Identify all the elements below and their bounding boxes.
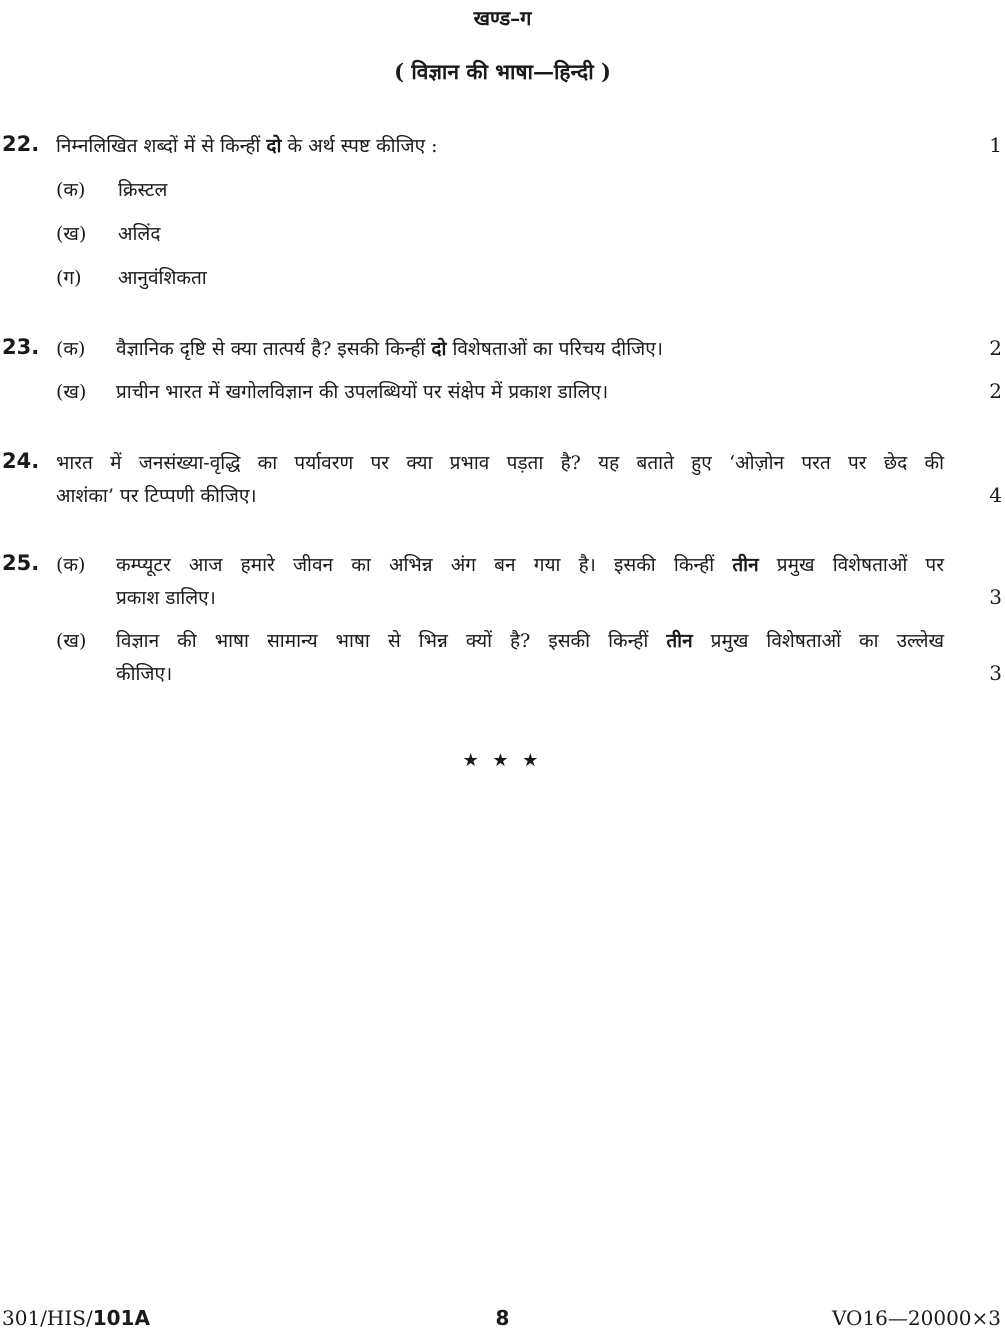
option-label: (क): [56, 179, 86, 201]
sub-question-label: (ख): [56, 630, 87, 652]
sub-question-label: (क): [56, 338, 86, 360]
question-25a-marks: 3: [989, 585, 1002, 609]
section-subtitle: ( विज्ञान की भाषा—हिन्दी ): [394, 59, 611, 84]
question-22-marks: 1: [989, 133, 1002, 157]
question-24-line1: भारत में जनसंख्या-वृद्धि का पर्यावरण पर क्या प्रभाव पड़ता है? यह बताते हुए ‘ओज़ोन परत पर छेद की: [56, 452, 944, 474]
question-22-text-part: निम्नलिखित शब्दों में से किन्हीं: [56, 135, 267, 157]
question-22-text: [56, 132, 438, 158]
option-text: आनुवंशिकता: [118, 267, 207, 289]
question-25b-line2: कीजिए।: [116, 663, 173, 685]
end-of-paper-stars: ★ ★ ★: [462, 750, 543, 771]
question-23b-text: प्राचीन भारत में खगोलविज्ञान की उपलब्धियों पर संक्षेप में प्रकाश डालिए।: [116, 381, 609, 403]
question-25b-marks: 3: [989, 661, 1002, 685]
question-25b-text-part: विज्ञान की भाषा सामान्य भाषा से भिन्न क्यों है? इसकी किन्हीं: [116, 630, 667, 652]
question-25b-emphasis: तीन: [666, 630, 693, 652]
question-23a-emphasis: दो: [431, 338, 447, 360]
question-25a-line1: [116, 551, 944, 577]
option-label: (ख): [56, 223, 87, 245]
question-23a-text-part: वैज्ञानिक दृष्टि से क्या तात्पर्य है? इसकी किन्हीं: [116, 338, 432, 360]
question-number-22: 22.: [2, 132, 40, 156]
paper-code-prefix: 301/HIS/: [2, 1306, 93, 1330]
question-number-25: 25.: [2, 551, 40, 575]
question-number-23: 23.: [2, 335, 40, 359]
paper-code-bold: 101A: [92, 1306, 150, 1330]
question-23a-text-part: विशेषताओं का परिचय दीजिए।: [446, 338, 663, 360]
question-23a-text: [116, 335, 663, 361]
page-number: 8: [495, 1306, 510, 1330]
question-number-24: 24.: [2, 449, 40, 473]
question-25a-text-part: प्रमुख विशेषताओं पर: [758, 554, 944, 576]
question-23a-marks: 2: [989, 336, 1002, 360]
question-25a-text-part: कम्प्यूटर आज हमारे जीवन का अभिन्न अंग बन गया है। इसकी किन्हीं: [116, 554, 733, 576]
option-text: अलिंद: [118, 223, 161, 245]
print-code: VO16—20000×3: [831, 1306, 1001, 1330]
question-24-line2: आशंका’ पर टिप्पणी कीजिए।: [56, 485, 257, 507]
question-22-text-part: के अर्थ स्पष्ट कीजिए :: [281, 135, 438, 157]
question-22-emphasis: दो: [266, 135, 282, 157]
question-25b-text-part: प्रमुख विशेषताओं का उल्लेख: [692, 630, 944, 652]
section-title: खण्ड–ग: [473, 6, 532, 30]
question-23b-marks: 2: [989, 379, 1002, 403]
question-25a-line2: प्रकाश डालिए।: [116, 587, 216, 609]
sub-question-label: (ख): [56, 381, 87, 403]
question-25b-line1: [116, 627, 944, 653]
question-25a-emphasis: तीन: [732, 554, 759, 576]
sub-question-label: (क): [56, 554, 86, 576]
question-24-marks: 4: [989, 483, 1002, 507]
option-text: क्रिस्टल: [118, 179, 168, 201]
option-label: (ग): [56, 267, 82, 289]
